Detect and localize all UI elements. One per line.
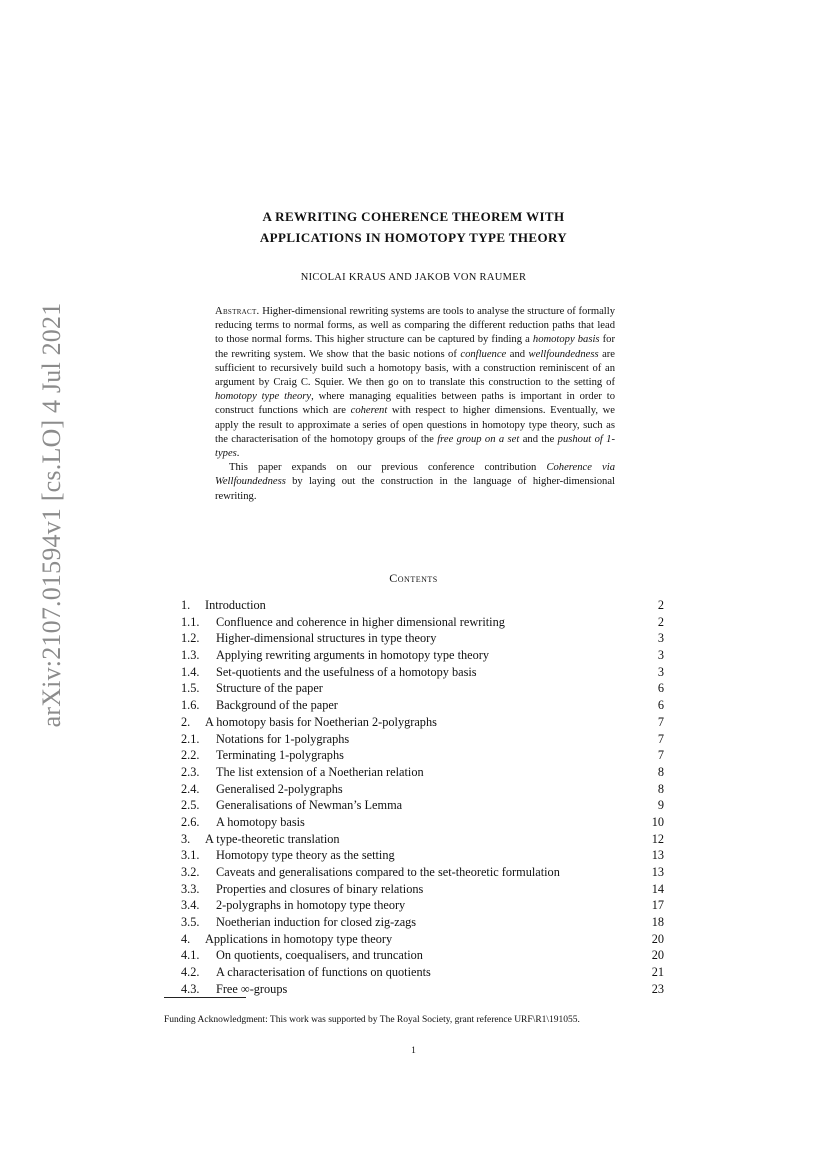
toc-entry-number: 3.2. — [181, 865, 200, 879]
toc-entry-title[interactable]: Free ∞-groups — [216, 981, 288, 996]
toc-entry[interactable] — [181, 881, 664, 898]
toc-entry-number: 1.5. — [181, 681, 200, 696]
toc-entry-title[interactable]: Set-quotients and the usefulness of a homotopy basis — [216, 664, 477, 679]
toc-entry-number: 3. — [181, 831, 191, 846]
toc-entry-title[interactable]: Properties and closures of binary relations — [216, 881, 424, 896]
toc-entry-page[interactable]: 18 — [651, 915, 664, 930]
toc-entry-title[interactable]: A characterisation of functions on quotients — [216, 965, 431, 980]
toc-entry[interactable] — [181, 630, 664, 647]
toc-entry[interactable] — [181, 897, 664, 914]
toc-entry-title[interactable]: Applying rewriting arguments in homotopy type theory — [216, 648, 489, 663]
toc-entry-page[interactable]: 3 — [657, 664, 664, 679]
toc-entry-number: 3.1. — [181, 848, 200, 863]
toc-entry[interactable] — [181, 814, 664, 831]
toc-entry-title[interactable]: Homotopy type theory as the setting — [216, 848, 395, 863]
page-number: 1 — [411, 1046, 416, 1056]
toc-entry[interactable] — [181, 747, 664, 764]
toc-entry-page[interactable]: 13 — [651, 865, 664, 879]
abstract — [215, 305, 615, 504]
toc-entry-title[interactable]: Structure of the paper — [216, 681, 323, 696]
toc-entry-page[interactable]: 7 — [657, 731, 664, 746]
toc-entry[interactable] — [181, 614, 664, 631]
toc-entry-number: 1.3. — [181, 648, 200, 663]
abstract-text: and — [506, 348, 529, 360]
toc-entry-page[interactable]: 20 — [651, 948, 664, 963]
toc-entry-title[interactable]: The list extension of a Noetherian relation — [216, 764, 424, 779]
toc-entry-title[interactable]: Terminating 1-polygraphs — [216, 748, 344, 763]
toc-entry-number: 4.1. — [181, 948, 200, 963]
toc-entry-page[interactable]: 10 — [651, 814, 664, 829]
abstract-text: . — [236, 448, 240, 460]
toc-entry[interactable] — [181, 714, 664, 731]
toc-entry-title[interactable]: A homotopy basis for Noetherian 2-polygraphs — [205, 714, 437, 729]
toc-entry-title[interactable]: Generalised 2-polygraphs — [216, 781, 343, 796]
toc-entry-number: 2.2. — [181, 748, 200, 763]
footnote-rule — [164, 997, 246, 998]
toc-entry-page[interactable]: 12 — [651, 831, 664, 846]
abstract-text: This paper expands on our previous conference contribution — [229, 462, 547, 474]
toc-entry-title[interactable]: A homotopy basis — [216, 814, 305, 829]
toc-entry[interactable] — [181, 947, 664, 964]
toc-entry[interactable] — [181, 731, 664, 748]
toc-entry[interactable] — [181, 797, 664, 814]
abstract-emphasis: homotopy type theory — [215, 391, 312, 403]
toc-entry-page[interactable]: 3 — [657, 631, 664, 646]
toc-entry-page[interactable]: 6 — [657, 698, 664, 713]
abstract-text: for the rewriting system. We show that the basic notions of — [215, 334, 615, 360]
toc-entry-title[interactable]: On quotients, coequalisers, and truncation — [216, 948, 423, 963]
abstract-text: and the — [519, 433, 558, 445]
abstract-emphasis: free group on a set — [437, 433, 520, 445]
toc-entry-number: 4.3. — [181, 981, 200, 996]
toc-entry-number: 1. — [181, 598, 191, 612]
toc-entry-title[interactable]: A type-theoretic translation — [205, 831, 340, 846]
abstract-text: Higher-dimensional rewriting systems are tools to analyse the structure of formally reducing terms to normal forms, as well as comparing the different reduction paths that lead to those normal forms. This higher structure can be captured by finding a — [215, 306, 615, 346]
toc-entry-title[interactable]: Notations for 1-polygraphs — [216, 731, 350, 746]
toc-entry[interactable] — [181, 981, 664, 998]
toc-entry[interactable] — [181, 647, 664, 664]
arxiv-stamp-text: arXiv:2107.01594v1 [cs.LO] 4 Jul 2021 — [37, 302, 66, 728]
toc-entry-title[interactable]: Background of the paper — [216, 698, 338, 713]
toc-entry[interactable] — [181, 764, 664, 781]
toc-entry[interactable] — [181, 847, 664, 864]
toc-entry-page[interactable]: 21 — [651, 965, 664, 980]
footnote: Funding Acknowledgment: This work was supported by The Royal Society, grant reference URF\R1\191055. — [164, 1015, 580, 1025]
toc-entry[interactable] — [181, 864, 664, 881]
toc-entry[interactable] — [181, 914, 664, 931]
toc-entry-title[interactable]: Noetherian induction for closed zig-zags — [216, 915, 417, 930]
toc-entry-page[interactable]: 7 — [657, 748, 664, 763]
abstract-emphasis: coherent — [350, 405, 388, 417]
contents-heading: Contents — [389, 571, 438, 585]
toc-entry-page[interactable]: 3 — [657, 648, 664, 663]
toc-entry[interactable] — [181, 597, 664, 614]
toc-entry-page[interactable]: 8 — [657, 781, 664, 796]
toc-entry-page[interactable]: 9 — [657, 798, 664, 813]
abstract-paragraph-2 — [215, 461, 615, 504]
toc-entry[interactable] — [181, 680, 664, 697]
abstract-emphasis: confluence — [460, 348, 507, 360]
toc-entry-title[interactable]: Caveats and generalisations compared to the set-theoretic formulation — [216, 865, 560, 879]
toc-entry-number: 1.6. — [181, 698, 200, 713]
toc-entry-page[interactable]: 2 — [657, 614, 664, 629]
toc-entry-number: 2.4. — [181, 781, 200, 796]
toc-entry-title[interactable]: Applications in homotopy type theory — [205, 931, 393, 946]
toc-entry-page[interactable]: 14 — [651, 881, 664, 896]
toc-entry[interactable] — [181, 664, 664, 681]
abstract-emphasis: Coherence via Wellfoundedness — [215, 462, 615, 488]
toc-entry-page[interactable]: 2 — [657, 598, 664, 612]
abstract-emphasis: wellfoundedness — [528, 348, 599, 360]
abstract-text: with respect to higher dimensions. Eventually, we apply the result to approximate a series of open questions in homotopy type theory, such as the characterisation of the homotopy groups of the — [215, 405, 615, 445]
abstract-label: Abstract. — [215, 306, 260, 317]
toc-entry-number: 3.5. — [181, 915, 200, 930]
toc-entry-number: 1.2. — [181, 631, 200, 646]
abstract-emphasis: pushout of 1-types — [215, 433, 615, 460]
abstract-paragraph-1 — [215, 305, 615, 461]
toc-entry-number: 1.1. — [181, 614, 200, 629]
title-line-2: APPLICATIONS IN HOMOTOPY TYPE THEORY — [259, 230, 568, 245]
paper-title — [160, 206, 667, 248]
toc-entry-page[interactable]: 20 — [651, 931, 664, 946]
abstract-emphasis: homotopy basis — [532, 334, 600, 346]
table-of-contents — [181, 597, 664, 998]
toc-entry-title[interactable]: Confluence and coherence in higher dimensional rewriting — [216, 614, 505, 629]
toc-entry-title[interactable]: 2-polygraphs in homotopy type theory — [216, 898, 406, 913]
toc-entry-number: 2.5. — [181, 798, 200, 813]
toc-entry-page[interactable]: 6 — [657, 681, 664, 696]
toc-entry[interactable] — [181, 931, 664, 948]
toc-entry[interactable] — [181, 697, 664, 714]
toc-entry-page[interactable]: 23 — [651, 981, 664, 996]
toc-entry-number: 4.2. — [181, 965, 200, 980]
toc-entry[interactable] — [181, 964, 664, 981]
toc-entry[interactable] — [181, 831, 664, 848]
toc-entry-number: 2.3. — [181, 764, 200, 779]
toc-entry-page[interactable]: 13 — [651, 848, 664, 863]
toc-entry-title[interactable]: Generalisations of Newman’s Lemma — [216, 798, 403, 813]
abstract-text: by laying out the construction in the language of higher-dimensional rewriting. — [215, 476, 615, 502]
abstract-text: are sufficient to recursively build such a homotopy basis, with a construction reminiscent of an argument by Craig C. Squier. We then go on to translate this construction to the setting of — [215, 348, 615, 389]
abstract-text: , where managing equalities between paths is important in order to construct functions which are — [215, 391, 615, 417]
toc-entry-number: 2.6. — [181, 814, 200, 829]
authors: NICOLAI KRAUS AND JAKOB VON RAUMER — [300, 272, 527, 283]
toc-entry-number: 4. — [181, 931, 191, 946]
toc-entry-page[interactable]: 8 — [657, 764, 664, 779]
toc-entry-page[interactable]: 7 — [657, 714, 664, 729]
toc-entry-number: 2. — [181, 714, 191, 729]
toc-entry[interactable] — [181, 781, 664, 798]
toc-entry-number: 2.1. — [181, 731, 200, 746]
toc-entry-number: 3.4. — [181, 898, 200, 913]
toc-entry-title[interactable]: Higher-dimensional structures in type theory — [216, 631, 437, 646]
toc-entry-title[interactable]: Introduction — [205, 598, 266, 612]
toc-entry-number: 1.4. — [181, 664, 200, 679]
toc-entry-number: 3.3. — [181, 881, 200, 896]
toc-entry-page[interactable]: 17 — [651, 898, 664, 913]
title-line-1: A REWRITING COHERENCE THEOREM WITH — [262, 209, 565, 224]
